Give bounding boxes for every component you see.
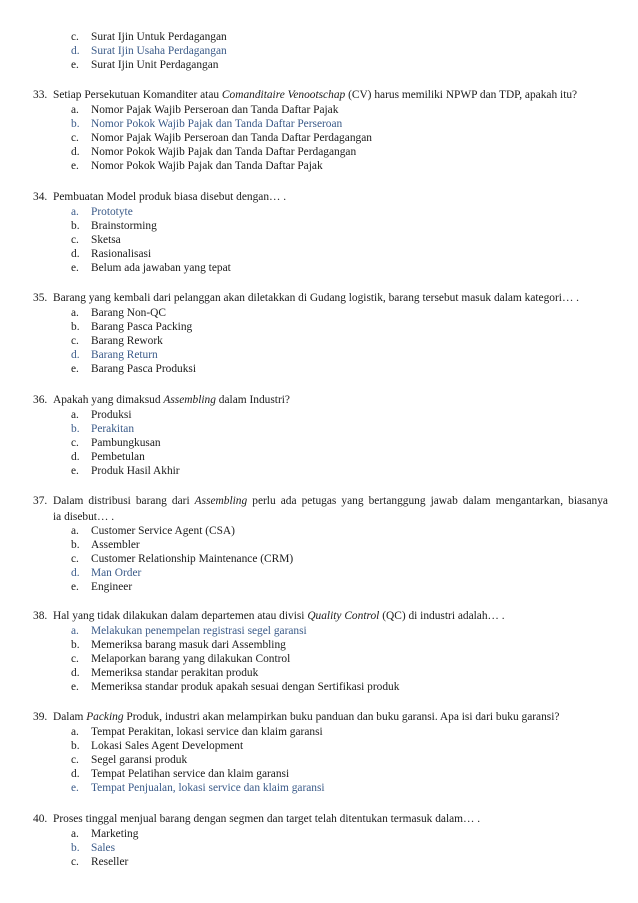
question-text: Hal yang tidak dilakukan dalam departemen atau divisi Quality Control (QC) di industri adalah… . bbox=[53, 610, 505, 622]
option-36-e: e. Produk Hasil Akhir bbox=[71, 465, 180, 477]
question-number: 40. bbox=[33, 813, 48, 825]
option-38-d: d. Memeriksa standar perakitan produk bbox=[71, 667, 259, 679]
question-text: Barang yang kembali dari pelanggan akan diletakkan di Gudang logistik, barang tersebut masuk dalam kategori… . bbox=[53, 292, 580, 304]
option-35-c: c. Barang Rework bbox=[71, 335, 163, 347]
question-number: 38. bbox=[33, 610, 48, 622]
question-number: 39. bbox=[33, 711, 48, 723]
option-36-c: c. Pambungkusan bbox=[71, 437, 161, 449]
option-37-b: b. Assembler bbox=[71, 539, 140, 551]
question-number: 33. bbox=[33, 89, 48, 101]
question-38 bbox=[33, 609, 608, 623]
option-33-a: a. Nomor Pajak Wajib Perseroan dan Tanda Daftar Pajak bbox=[71, 104, 339, 116]
option-40-c: c. Reseller bbox=[71, 856, 129, 868]
option-38-a: a. Melakukan penempelan registrasi segel garansi bbox=[71, 625, 307, 637]
question-text: Apakah yang dimaksud Assembling dalam Industri? bbox=[53, 394, 290, 406]
question-39 bbox=[33, 710, 608, 724]
option-32-c: c. Surat Ijin Untuk Perdagangan bbox=[71, 31, 227, 43]
question-37 bbox=[33, 494, 608, 524]
option-38-e: e. Memeriksa standar produk apakah sesuai dengan Sertifikasi produk bbox=[71, 681, 400, 693]
option-39-d: d. Tempat Pelatihan service dan klaim garansi bbox=[71, 768, 290, 780]
question-text: Pembuatan Model produk biasa disebut dengan… . bbox=[53, 191, 287, 203]
option-37-d: d. Man Order bbox=[71, 567, 142, 579]
option-34-a: a. Prototyte bbox=[71, 206, 133, 218]
option-33-b: b. Nomor Pokok Wajib Pajak dan Tanda Daftar Perseroan bbox=[71, 118, 343, 130]
option-32-d: d. Surat Ijin Usaha Perdagangan bbox=[71, 45, 227, 57]
option-34-d: d. Rasionalisasi bbox=[71, 248, 152, 260]
option-34-c: c. Sketsa bbox=[71, 234, 121, 246]
option-39-e: e. Tempat Penjualan, lokasi service dan klaim garansi bbox=[71, 782, 325, 794]
option-39-a: a. Tempat Perakitan, lokasi service dan klaim garansi bbox=[71, 726, 323, 738]
option-39-b: b. Lokasi Sales Agent Development bbox=[71, 740, 244, 752]
question-number: 35. bbox=[33, 292, 48, 304]
question-number: 37. bbox=[33, 495, 48, 507]
option-36-b: b. Perakitan bbox=[71, 423, 135, 435]
option-40-a: a. Marketing bbox=[71, 828, 139, 840]
question-35 bbox=[33, 291, 608, 305]
option-36-a: a. Produksi bbox=[71, 409, 132, 421]
option-34-b: b. Brainstorming bbox=[71, 220, 157, 232]
option-35-b: b. Barang Pasca Packing bbox=[71, 321, 193, 333]
option-39-c: c. Segel garansi produk bbox=[71, 754, 188, 766]
option-34-e: e. Belum ada jawaban yang tepat bbox=[71, 262, 231, 274]
question-text: Dalam Packing Produk, industri akan melampirkan buku panduan dan buku garansi. Apa isi dari buku garansi? bbox=[53, 711, 560, 723]
question-40 bbox=[33, 812, 608, 826]
option-32-e: e. Surat Ijin Unit Perdagangan bbox=[71, 59, 219, 71]
option-37-c: c. Customer Relationship Maintenance (CRM) bbox=[71, 553, 294, 565]
option-37-e: e. Engineer bbox=[71, 581, 133, 593]
question-34 bbox=[33, 190, 608, 204]
option-37-a: a. Customer Service Agent (CSA) bbox=[71, 525, 235, 537]
option-36-d: d. Pembetulan bbox=[71, 451, 145, 463]
option-33-c: c. Nomor Pajak Wajib Perseroan dan Tanda Daftar Perdagangan bbox=[71, 132, 372, 144]
question-text: Setiap Persekutuan Komanditer atau Comanditaire Venootschap (CV) harus memiliki NPWP dan TDP, apakah itu? bbox=[53, 89, 578, 101]
option-35-a: a. Barang Non-QC bbox=[71, 307, 166, 319]
option-35-e: e. Barang Pasca Produksi bbox=[71, 363, 197, 375]
option-33-e: e. Nomor Pokok Wajib Pajak dan Tanda Daftar Pajak bbox=[71, 160, 323, 172]
option-33-d: d. Nomor Pokok Wajib Pajak dan Tanda Daftar Perdagangan bbox=[71, 146, 357, 158]
question-text: Proses tinggal menjual barang dengan segmen dan target telah ditentukan termasuk dalam… . bbox=[53, 813, 481, 825]
question-number: 36. bbox=[33, 394, 48, 406]
option-38-c: c. Melaporkan barang yang dilakukan Control bbox=[71, 653, 291, 665]
option-40-b: b. Sales bbox=[71, 842, 116, 854]
question-36 bbox=[33, 393, 608, 407]
question-33 bbox=[33, 88, 608, 102]
option-38-b: b. Memeriksa barang masuk dari Assembling bbox=[71, 639, 286, 651]
question-number: 34. bbox=[33, 191, 48, 203]
option-35-d: d. Barang Return bbox=[71, 349, 158, 361]
question-text: Dalam distribusi barang dari Assembling perlu ada petugas yang bertanggung jawab dalam mengantarkan, biasanya ia disebut… . bbox=[53, 495, 608, 523]
